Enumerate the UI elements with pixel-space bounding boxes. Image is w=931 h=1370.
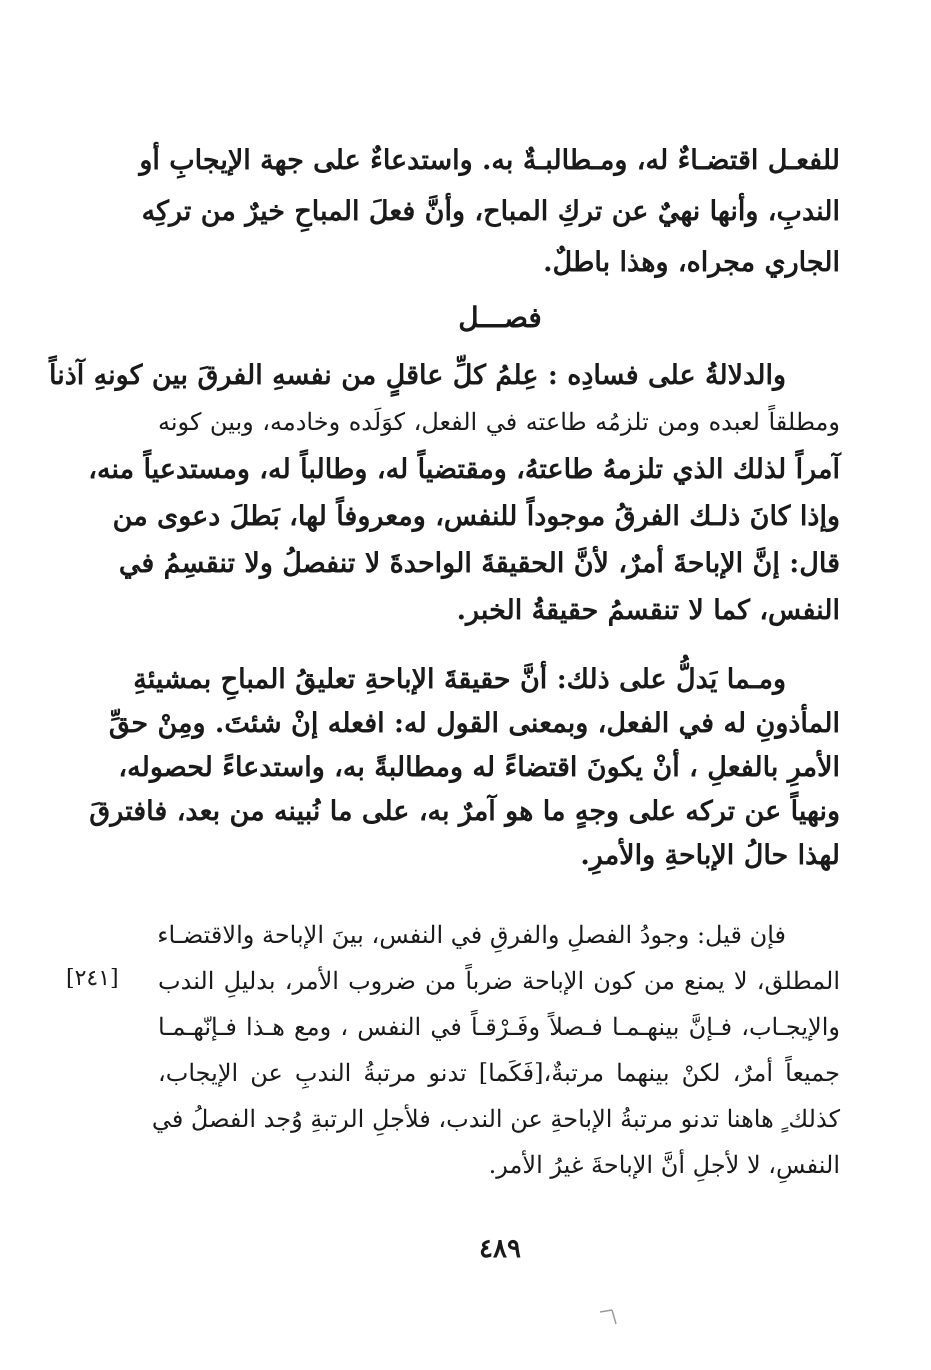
margin-folio-reference: [٢٤١] <box>66 966 119 991</box>
text-line: الأمرِ بالفعلِ ، أنْ يكونَ اقتضاءً له ومطالبةً به، واستدعاءً لحصوله، <box>118 752 840 783</box>
text-line: ونهياً عن تركه على وجهٍ ما هو آمرٌ به، على ما نُبينه من بعد، فافترقَ <box>89 796 840 827</box>
text-line: والدلالةُ على فسادِه : عِلمُ كلِّ عاقلٍ من نفسهِ الفرقَ بين كونهِ آذناً <box>48 360 786 391</box>
text-line: فإن قيل: وجودُ الفصلِ والفرقِ في النفس، بينَ الإباحة والاقتضـاء <box>157 921 786 949</box>
text-line: وإذا كانَ ذلـك الفرقُ موجوداً للنفس، ومعروفاً لها، بَطلَ دعوى من <box>112 501 840 532</box>
paragraph-3 <box>89 658 840 878</box>
scan-mark <box>594 1306 624 1346</box>
paragraph-2 <box>48 352 840 634</box>
text-line: آمراً لذلك الذي تلزمهُ طاعتهُ، ومقتضياً له، وطالباً له، ومستدعياً منه، <box>88 454 840 485</box>
text-line: قال: إنَّ الإباحةَ أمرٌ، لأنَّ الحقيقةَ الواحدةَ لا تنفصلُ ولا تنقسِمُ في <box>118 548 840 579</box>
text-line: جميعاً أمرٌ، لكنْ بينهما مرتبةٌ،[فَكَما] تدنو مرتبةُ الندبِ عن الإيجاب، <box>158 1059 840 1087</box>
section-heading: فصـــل <box>458 301 542 334</box>
text-line: والإيجـاب، فـإنَّ بينهـمـا فـصلاً وفَـرْقـاً في النفس ، ومع هـذا فـإنّهـمـا <box>158 1013 840 1041</box>
text-line: الندبِ، وأنها نهيٌ عن تركِ المباح، وأنَّ فعلَ المباحِ خيرٌ من تركِه <box>141 196 840 227</box>
text-line: الجاري مجراه، وهذا باطلٌ. <box>543 247 840 278</box>
text-line: المأذونِ له في الفعل، وبمعنى القول له: افعله إنْ شئتَ. ومِنْ حقِّ <box>108 708 840 739</box>
paragraph-1 <box>139 135 840 288</box>
text-line: النفس، كما لا تنقسمُ حقيقةُ الخبر. <box>456 595 840 626</box>
text-line: ومـما يَدلُّ على ذلك: أنَّ حقيقةَ الإباحةِ تعليقُ المباحِ بمشيئةِ <box>133 664 786 695</box>
page-number: ٤٨٩ <box>479 1234 521 1264</box>
text-line: للفعـل اقتضـاءٌ له، ومـطالبـةٌ به. واستدعاءٌ على جهة الإيجابِ أو <box>139 145 840 176</box>
text-line: لهذا حالُ الإباحةِ والأمرِ. <box>580 840 840 871</box>
text-line: ومطلقاً لعبده ومن تلزمُه طاعته في الفعل، كوَلَده وخادمه، وبين كونه <box>158 408 840 436</box>
text-line: كذلك ٍ هاهنا تدنو مرتبةُ الإباحةِ عن الندب، فلأجلِ الرتبةِ وُجد الفصلُ في <box>151 1105 840 1133</box>
text-line: النفسِ، لا لأجلِ أنَّ الإباحةَ غيرُ الأمر. <box>488 1151 840 1179</box>
text-line: المطلق، لا يمنع من كون الإباحة ضرباً من ضروب الأمر، بدليلِ الندب <box>158 967 840 995</box>
paragraph-4 <box>151 912 840 1188</box>
